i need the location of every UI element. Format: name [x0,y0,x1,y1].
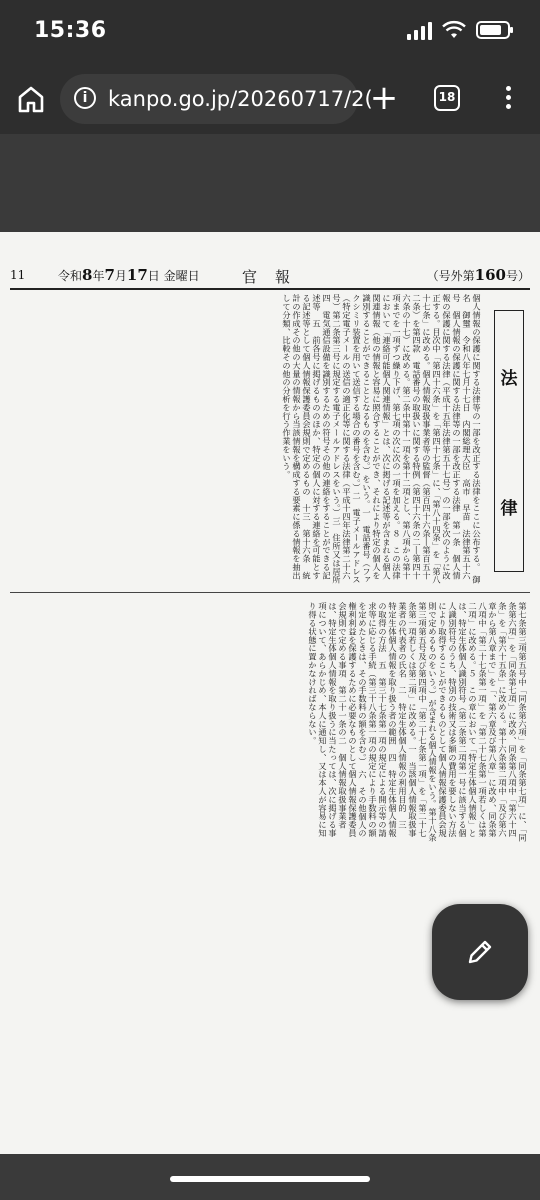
status-time: 15:36 [34,18,107,43]
url-text[interactable]: kanpo.go.jp/20260717/2( [108,87,373,111]
edit-button[interactable] [432,904,528,1000]
site-info-icon[interactable]: i [74,87,96,109]
battery-icon [476,21,510,39]
section-label-char: 法 [500,368,518,389]
gesture-bar [170,1176,370,1182]
more-menu-icon[interactable] [496,82,520,116]
issue-number: （号外第160号） [426,266,530,284]
lower-text-block: 第七条第三項第五号中「同条第六項」を「同条第七項」に、「同条第六項」を「同条第七項」に改め、同条第八項中「第六十四条」を「第六十五条」に改める。第十六条第二項中「及び第六章から第八章まで」を「、第六章及び第八章」に改め、同条第八項中「第二十七条第一項」を「第二十七条第一項若しくは第二項」に改める。５ この章において「特定生体個人情報」とは、特定生体個人識別符号（第二条第二項第一号に該当する個人識別符号のうち、特別の技術又は多額の費用を要しない方法により取得することができるものとして個人情報保護委員会規則で定めるものをいう。）が含まれる個人情報をいう。第十八条第三項第五号及び第四項中「第二十七条第一項」を「第二十七条第一項若しくは第二項」に改める。一 当該個人情報取扱事業者の代表者の氏名 二 特定生体個人情報の利用目的 三 特定生体個人情報を取り扱う者の範囲 四 特定生体個人情報の取得の方法 五 第三十七条第一項の規定による開示等の請求等に応じる手続（第三十八条第一項の規定により手数料の額を定めたときは、その手数料の額を含む。） 六 その他個人の権利利益を保護するために必要なものとして個人情報保護委員会規則で定める事項 第二十一条の二 個人情報取扱事業者は、特定生体個人情報を取り扱うに当たっては、次に掲げる事項について、あらかじめ、本人に通知し、又は本人が容易に知り得る状態に置かなければならない。 [308,602,528,842]
section-divider [10,592,530,593]
new-tab-icon[interactable]: + [369,78,399,118]
upper-text-block: 個人情報の保護に関する法律等の一部を改正する法律をここに公布する。 御名 御璽 令和八年七月十七日 内閣総理大臣 高市 早苗 法律第五十六号 個人情報の保護に関する法律等の一部を改正する法律 第一条 個人情報の保護に関する法律（平成十五年法律第五十七号）の一部を次のように改正する。目次中「第四十六条」を「第四十七条」に、「第八十四条」を「第八十七条」に改める。個人情報取扱事業者等の監督（第百四十六条―第百五十二条）を第四款 電話番号の取扱いに関する特例（第四十六条の二―第四十六条の十七）に改める。第二条中第十一項を第十二項とし、第八項から第十項までを一項ずつ繰り下げ、第七項の次に次の一項を加える。８ この法律において「連絡可能個人関連情報」とは、次に掲げる記述等が含まれる個人関連情報（他の情報と容易に照合することができ、それにより特定の個人を識別することができることとなるものを含む。）をいう。一 電話番号（ファクシミリ装置を用いて送信する場合の番号を含む。）二 電子メールアドレス（特定電子メールの送信の適正化等に関する法律（平成十四年法律第二十六号）第二条第三号に規定する電子メールアドレスをいう。）三 住所又は居所 四 電気通信設備を識別するための符号その他の連絡をすることができる記述等 五 前各号に掲げるもののほか、特定の個人に対する連絡を可能とする記述等として個人情報保護委員会規則で定めるもの 十三 第十六条 統計の作成その他の大量の情報から当該情報を構成する要素に係る情報を抽出して分類、比較その他の分析を行う作業をいう。 [282,294,482,593]
home-icon[interactable] [16,84,46,114]
section-label-box [494,310,524,572]
publication-date: 令和8年7月17日 金曜日 [58,266,200,284]
tab-switcher-button[interactable] [434,85,460,111]
cellular-signal-icon [407,20,432,40]
status-icons [407,20,510,40]
tab-count: 18 [438,90,456,104]
gazette-title: 官報 [242,268,309,286]
header-rule [10,288,530,290]
page-header [10,266,530,286]
gazette-page [0,232,540,1154]
wifi-icon [442,21,466,39]
pencil-icon [464,936,496,968]
address-bar[interactable] [60,74,373,124]
status-bar [0,0,540,64]
browser-toolbar [0,64,540,134]
pdf-viewer[interactable] [0,134,540,1200]
section-label-char: 律 [500,498,518,519]
page-number: 11 [10,268,26,282]
